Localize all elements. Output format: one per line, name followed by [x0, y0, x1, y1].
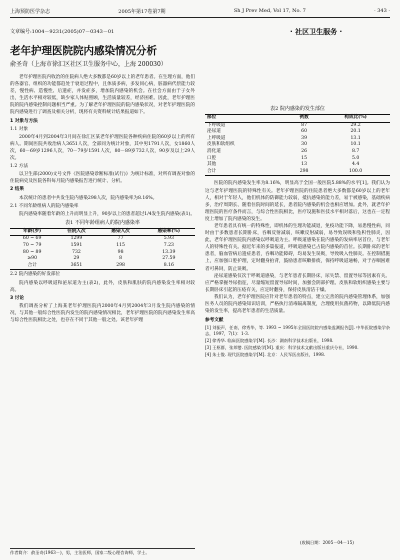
table2-row-cell: 其他	[207, 162, 217, 168]
discussion-paragraph: 我们调查分析了上海某老年护理医院内2000年4月到2004年3月发生院内感染的情况，与其他一般综合性医院内发生的院内感染情况相比，老年护理医院的院内感染发生率高与综合性医院相比之处，也存在不同于其他一般之处。该老年护理	[10, 303, 195, 323]
table2-row	[205, 122, 390, 129]
journal-issue: 2005年第17卷第7期	[118, 9, 166, 15]
reference-item: [4] 朱士俊. 现代医院感染学[M]. 北京：人民军医出版社，1998.	[205, 352, 326, 358]
table2-row-cell: 20.1	[350, 129, 361, 135]
right-column	[205, 104, 390, 359]
table1-header: 感染率(%)	[157, 228, 181, 234]
left-column	[10, 74, 195, 324]
table1-row-cell: ≥90	[27, 256, 38, 262]
table1-header: 年龄(岁)	[23, 228, 42, 234]
table1-row-cell: 298	[116, 262, 125, 268]
table2-row-cell: 泌尿道	[207, 129, 221, 135]
table1-row-cell: 732	[72, 249, 81, 255]
table1-header: 感染人次	[111, 228, 130, 234]
table1-row-cell: 98	[117, 249, 124, 255]
age-groups-paragraph: 院内感染率随着年龄的上升而明显上升，90岁以上的患者超过1/4发生院内感染(表1)。	[19, 211, 195, 217]
table2-row	[205, 156, 390, 163]
table2-row	[205, 162, 390, 169]
article-title: 老年护理医院院内感染情况分析	[10, 45, 157, 57]
subjects-paragraph: 2000年4月到2004年3月间在徐汇区某老年护理医院各种疾病住院的60岁以上的所有病人。期间医院共收治病人3651人次，全部同为统计对象，其中男1791人次，女1860人次，60－69岁1296人次，70－79岁1591人次，80－89岁732人次，90岁及以上29人次。	[10, 134, 195, 162]
table2-header: 例数	[299, 115, 309, 121]
heading-method: 1.2 方法	[10, 164, 28, 170]
table1-row-cell: 7.23	[163, 243, 174, 249]
table2-row-cell: 5.0	[351, 155, 360, 161]
table1-caption: 表1 不同年龄组病人的院内感染率	[65, 219, 140, 226]
table2-caption: 表2 院内感染的发生部位	[270, 106, 325, 112]
table2-row-cell: 30	[301, 142, 308, 148]
table2-row-cell: 皮肤和软组织	[207, 142, 235, 148]
author-line: 俞圣奇（上海市徐汇区社区卫生服务中心，上海 200030）	[10, 61, 167, 68]
table2-row	[205, 169, 390, 176]
table2-row-cell: 29.2	[350, 122, 361, 128]
table2-row-cell: 口腔	[207, 155, 217, 161]
table2-row-cell: 60	[301, 129, 308, 135]
table1-row-cell: 5.93	[163, 236, 174, 242]
table2-row-cell: 15	[301, 155, 308, 161]
table1-row	[10, 243, 195, 250]
sites-paragraph: 院内感染以呼吸道和泌尿道为主(表2)，此外，皮肤和肌肤的院内感染发生率相对较高。	[10, 280, 195, 293]
table2-row	[205, 149, 390, 156]
table1-header: 住院人次	[67, 228, 86, 234]
table1-row-cell: 29	[73, 256, 80, 262]
table2-row-cell: 26	[301, 149, 308, 155]
received-date: (收稿日期：2005－04－15)	[300, 540, 354, 545]
table2-header: 构成比(%)	[344, 115, 367, 121]
results-paragraph: 本次统计的患者中共发生院内感染298人次，院内感染率为8.16%。	[19, 195, 158, 201]
table2-row-cell: 上呼吸道	[207, 135, 226, 141]
table2-row-cell: 87	[301, 122, 308, 128]
table2-row-cell: 13.1	[350, 135, 361, 141]
table1-row-cell: 70 ~ 79	[22, 243, 42, 249]
journal-en: Sh J Prev Med, Vol 17, No. 7	[233, 8, 306, 14]
reference-item: [2] 徐秀华. 临床医院感染学[M]. 长沙：湖南科学技术出版社，1998.	[205, 338, 334, 344]
table2-row-cell: 合计	[207, 168, 217, 174]
table1-row	[10, 236, 195, 243]
table1-row-cell: 合计	[27, 262, 37, 268]
running-header	[10, 8, 390, 18]
heading-sites: 2.2 院内感染的好发部位	[10, 272, 61, 278]
author-footnote: 作者简介：俞圣奇(1963－)，男，主治医师，国家二级心理咨询师，学士。	[10, 548, 195, 556]
heading-subjects: 1.1 对象	[10, 126, 28, 132]
table1-row	[10, 256, 195, 263]
table1-row-cell: 13.39	[162, 249, 176, 255]
table1-body	[10, 236, 195, 270]
table2	[205, 114, 390, 176]
references-list	[205, 325, 390, 358]
journal-cn: 上海预防医学杂志	[10, 9, 51, 15]
table1-row	[10, 263, 195, 270]
table2-row-cell: 100.0	[349, 168, 363, 174]
table2-row-cell: 消化道	[207, 149, 221, 155]
table1-row-cell: 77	[117, 236, 124, 242]
heading-results: 2 结果	[10, 187, 24, 193]
table2-row	[205, 129, 390, 136]
table2-row-cell: 39	[301, 135, 308, 141]
table2-row-cell: 10.1	[350, 142, 361, 148]
references-heading: 参考文献	[205, 318, 224, 324]
table2-row-cell: 下呼吸道	[207, 122, 226, 128]
reference-item: [1] 刘振声，任南，徐秀华，等. 1993 ~ 1995年全国医院院内感染监测报告[J]. 中华医院感染学杂志，1997，7(1)：1-3.	[205, 325, 390, 337]
doc-code: 文章编号:1004－9231(2005)07－0343－01	[10, 29, 115, 35]
heading-age-groups: 2.1 不同年龄组病人的院内感染率	[10, 203, 79, 209]
table2-body	[205, 122, 390, 176]
table1-row-cell: 1299	[70, 236, 83, 242]
table2-row-cell: 4.4	[351, 162, 360, 168]
reference-item: [3] 王枢群，张邦燮. 医院感染学[M]. 重庆：科学技术文献出版社重庆分社，1990.	[205, 345, 359, 351]
method-paragraph: 以卫生部(2000)文号文件《医院感染诊断标准(试行)》为统计标准，对所有调查对象的住院病史及医院各科每月院内感染报告进行统计、分析。	[10, 172, 195, 185]
table1-row-cell: 8	[119, 256, 123, 262]
discussion-paragraph-3: 老年患者具有统一的特殊性，即机体的生理功能减退，免疫功能下降，易患慢性病，同时由于多数患者长期卧床，吞咽反射减弱，咳嗽反射减弱，易导致误吸和坠积性肺炎，因此，老年护理医院院内感染以呼吸道为主。呼吸道感染在院内感染的发病率居首位，与老年人的特殊性有关。据近年来的多篇报道，呼吸道感染已占院内感染的首位。长期卧床的老年患者，脑血管病后遗症患者，吞咽功能障碍，均易发生误吸，导致吸入性肺炎。在控制措施上，应加强口腔护理，定时翻身拍背，鼓励患者咳嗽排痰，保持呼吸道通畅，对于吞咽困难者可鼻饲，防止误吸。	[205, 224, 390, 272]
heading-discussion: 3 讨论	[10, 295, 24, 301]
table1-row-cell: 27.59	[162, 256, 176, 262]
table1	[10, 228, 195, 271]
table1-row-cell: 80 ~ 89	[22, 249, 42, 255]
table1-row-cell: 3651	[70, 262, 83, 268]
section-banner: · 社区卫生服务 ·	[290, 28, 343, 36]
discussion-paragraph-2: 医院的院内感染发生率为8.16%，明显高于全国一般医院5.88%的水平[1]。我们认为这与老年护理医院的特殊性有关。老年护理医院的住院患者绝大多数都是60岁以上的老年人，相对于年轻人，他们机体的防御能力较弱，抵抗感染的能力差，易于被感染，基础疾病多，治疗周期长、随着住院时间的延长，患者院内感染的机会也相应增加。此外，就老年护理医院的医疗条件而言，与综合性医院相比，医疗设施和医技水平相对落后，这也在一定程度上增加了院内感染的发生。	[205, 181, 390, 222]
table1-row-cell: 8.16	[163, 262, 174, 268]
table2-row-cell: 8.7	[351, 149, 360, 155]
table1-row-cell: 1591	[70, 243, 83, 249]
discussion-paragraph-5: 我们认为，老年护理医院应针对老年患者的特点，建立完善的院内感染管理体系，加强医务人员的院内感染知识培训，严格执行消毒隔离制度，合理使用抗菌药物，以降低院内感染的发生率，提高老年患者的生活质量。	[205, 294, 390, 315]
intro-paragraph: 老年护理医院内收治的住院病人绝大多数都是60岁以上的老年患者。在生理方面，他们的各器官、组织的功能都趋处于衰退过程中，且体质多病，多发同心病，脏器病代偿能力较差，慢性病、造慢性、后遗症，并发症多，增加院内感染的机会。在社会方面由于子女外出，生活水平相对较低，缺少家人体贴照顾，生活质量较差，经济困难。因此，老年护理医院的院内感染控制问题相当严重。为了解老年护理医院的院内感染状况，对老年护理医院的院内感染进行了调查及相关分析，现将有关资料统计结果报道如下。	[10, 75, 195, 116]
table2-row-cell: 13	[301, 162, 308, 168]
table1-row-cell: 115	[116, 243, 125, 249]
table2-header: 部位	[207, 115, 217, 121]
discussion-paragraph-4: 泌尿道感染仅次于呼吸道感染，与老年患者长期卧床，尿失禁、留置导尿等因素有关。应严格掌握导尿指征，尽量缩短留置导尿时间，加强会阴部护理。皮肤和软组织感染主要与长期卧床引起的压疮有关，应定时翻身，保持皮肤清洁干燥。	[205, 273, 390, 293]
table1-row-cell: 60 ~ 69	[22, 236, 42, 242]
heading-methods: 1 对象与方法	[10, 118, 38, 124]
table2-row-cell: 298	[299, 168, 309, 174]
page-number: · 343 ·	[374, 8, 390, 14]
table2-row	[205, 142, 390, 149]
